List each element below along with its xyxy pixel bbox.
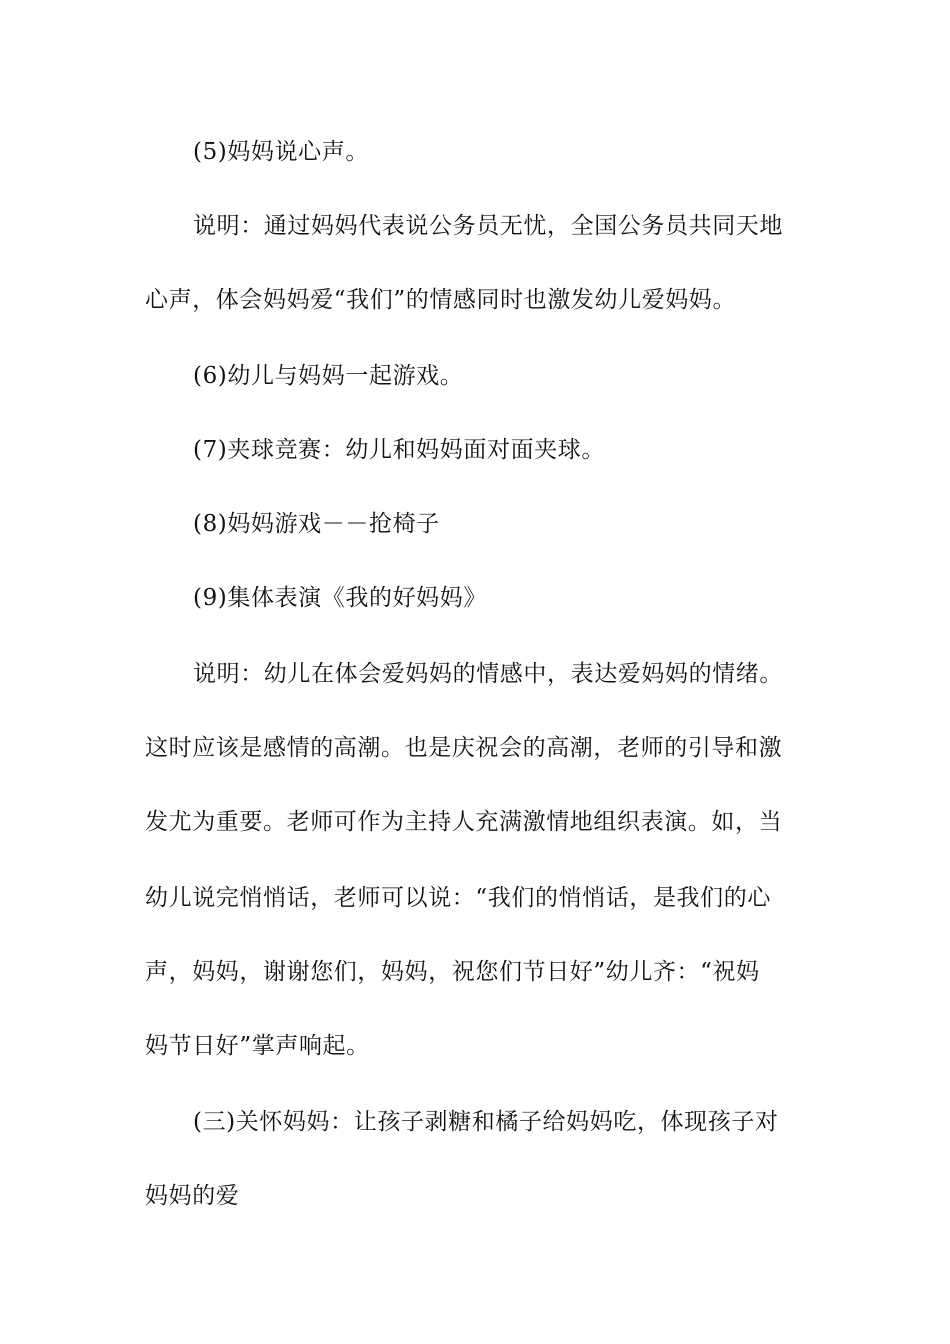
- explanation-2-line-5: 声，妈妈，谢谢您们，妈妈，祝您们节日好”幼儿齐：“祝妈: [145, 959, 760, 985]
- step-6-line: (6)幼儿与妈妈一起游戏。: [193, 363, 464, 389]
- step-9-line: (9)集体表演《我的好妈妈》: [193, 585, 487, 611]
- explanation-2-line-6: 妈节日好”掌声响起。: [145, 1033, 370, 1059]
- step-7-line: (7)夹球竞赛：幼儿和妈妈面对面夹球。: [193, 437, 605, 463]
- explanation-2-line-4: 幼儿说完悄悄话，老师可以说：“我们的悄悄话，是我们的心: [145, 885, 771, 911]
- explanation-2-line-1: 说明：幼儿在体会爱妈妈的情感中，表达爱妈妈的情绪。: [193, 661, 783, 687]
- step-8-line: (8)妈妈游戏－－抢椅子: [193, 511, 440, 537]
- section-3-line-2: 妈妈的爱: [145, 1183, 240, 1209]
- step-5-line: (5)妈妈说心声。: [193, 139, 369, 165]
- section-3-line-1: (三)关怀妈妈：让孩子剥糖和橘子给妈妈吃，体现孩子对: [193, 1109, 779, 1135]
- explanation-1-line-2: 心声，体会妈妈爱“我们”的情感同时也激发幼儿爱妈妈。: [145, 287, 737, 313]
- explanation-1-line-1: 说明：通过妈妈代表说公务员无忧，全国公务员共同天地: [193, 213, 783, 239]
- explanation-2-line-3: 发尤为重要。老师可作为主持人充满激情地组织表演。如，当: [145, 809, 783, 835]
- explanation-2-line-2: 这时应该是感情的高潮。也是庆祝会的高潮，老师的引导和激: [145, 735, 783, 761]
